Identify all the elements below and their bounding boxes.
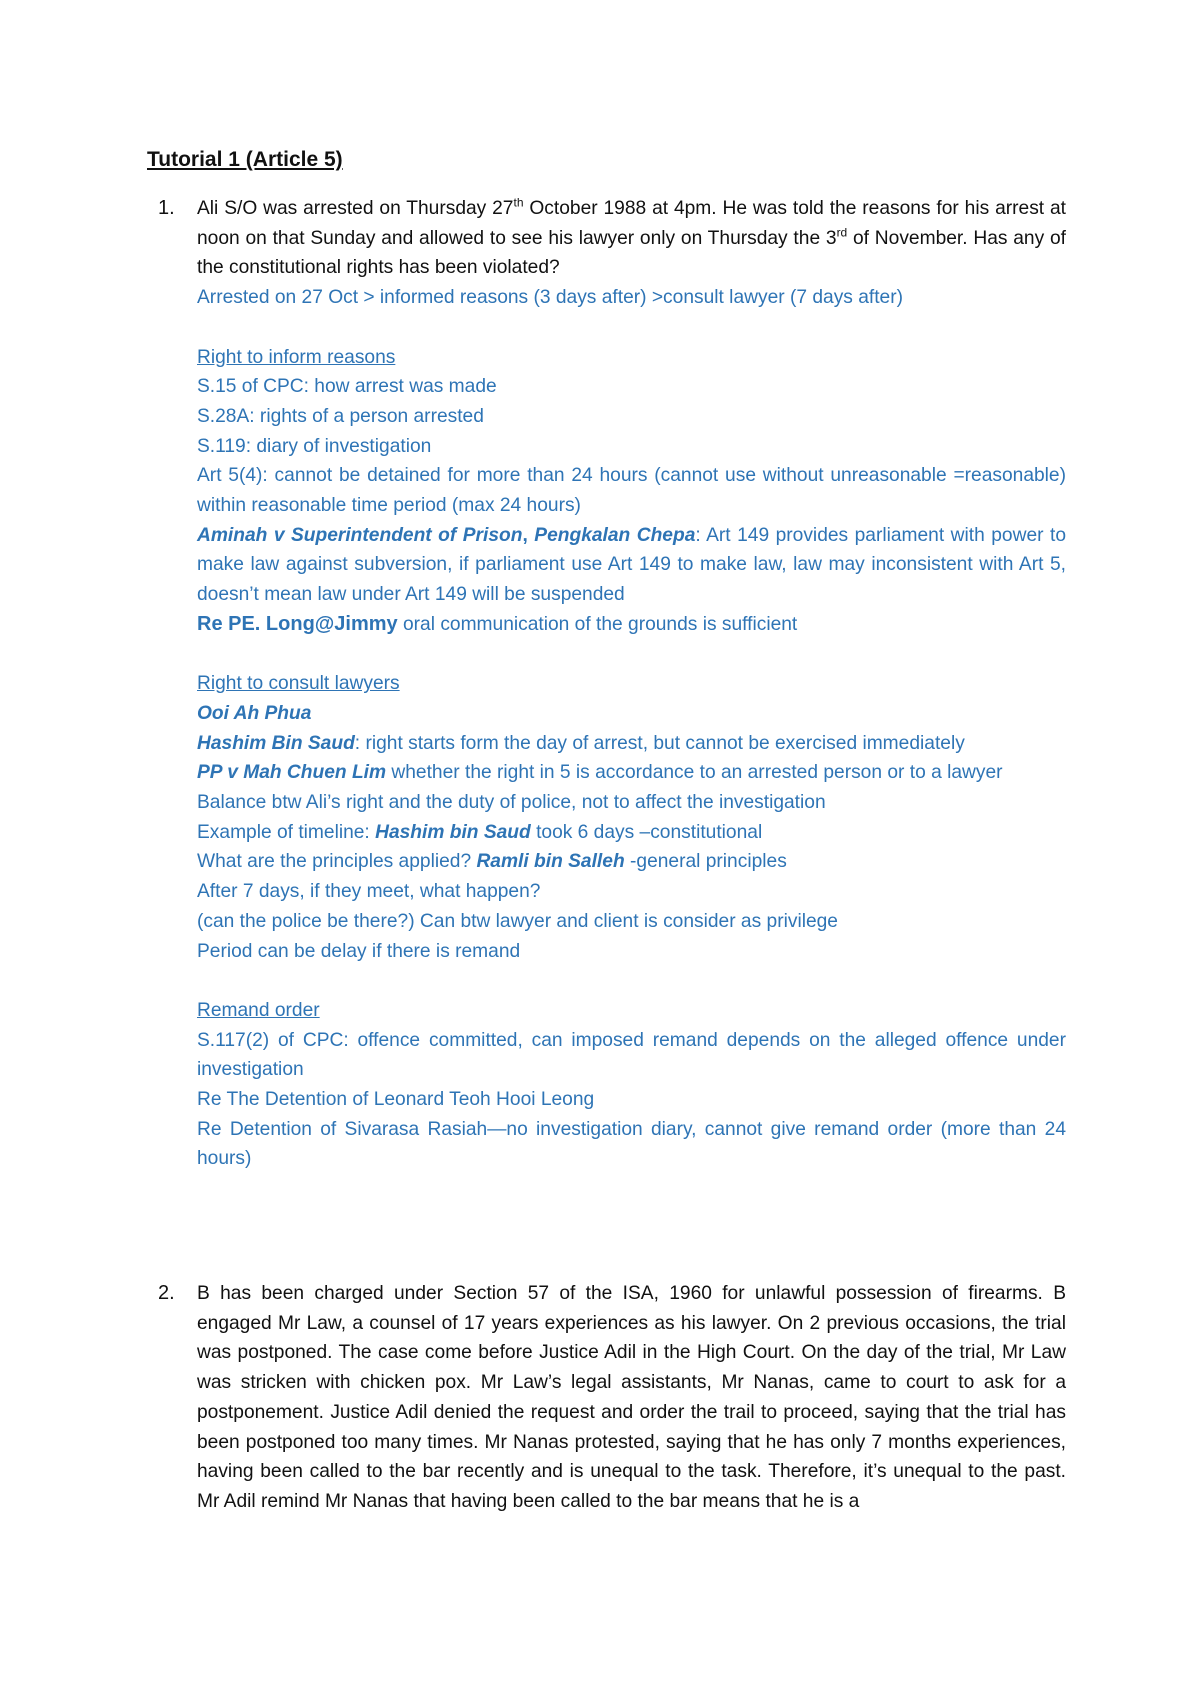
question-1-text: Ali S/O was arrested on Thursday 27th October 1988 at 4pm. He was told the reasons for his arrest at noon on that Sunday and allowed to see his lawyer only on Thursday the 3rd of November. Has any of the constitutional rights has been violated? bbox=[197, 195, 1066, 279]
case-name: Pengkalan Chepa bbox=[534, 524, 696, 546]
timeline-note: Arrested on 27 Oct > informed reasons (3 days after) >consult lawyer (7 days after) bbox=[197, 287, 903, 309]
answer-notes bbox=[197, 283, 1066, 1174]
note-line: S.119: diary of investigation bbox=[197, 435, 432, 457]
note-line: S.117(2) of CPC: offence committed, can imposed remand depends on the alleged offence under investigation bbox=[197, 1029, 1066, 1081]
case-name: PP v Mah Chuen Lim bbox=[197, 762, 387, 784]
case-note: What are the principles applied? Ramli bin Salleh -general principles bbox=[197, 851, 787, 873]
note-line: After 7 days, if they meet, what happen? bbox=[197, 881, 541, 903]
case-name: Hashim bin Saud bbox=[375, 821, 531, 843]
case-note: PP v Mah Chuen Lim whether the right in 5 is accordance to an arrested person or to a lawyer bbox=[197, 762, 1003, 784]
note-line: (can the police be there?) Can btw lawyer and client is consider as privilege bbox=[197, 910, 838, 932]
question-1 bbox=[160, 194, 1066, 1174]
case-note bbox=[197, 699, 1066, 729]
section-heading-remand: Remand order bbox=[197, 999, 320, 1021]
case-name: Aminah v Superintendent of Prison bbox=[197, 524, 523, 546]
question-number: 2. bbox=[158, 1282, 175, 1304]
note-line: Art 5(4): cannot be detained for more than 24 hours (cannot use without unreasonable =reasonable) within reasonable time period (max 24 hours) bbox=[197, 465, 1066, 517]
question-number: 1. bbox=[158, 197, 175, 219]
case-name: Hashim Bin Saud bbox=[197, 732, 355, 754]
case-note: Example of timeline: Hashim bin Saud took 6 days –constitutional bbox=[197, 821, 763, 843]
note-line: S.28A: rights of a person arrested bbox=[197, 405, 484, 427]
case-note: Hashim Bin Saud: right starts form the day of arrest, but cannot be exercised immediately bbox=[197, 732, 965, 754]
section-heading-inform: Right to inform reasons bbox=[197, 346, 396, 368]
section-heading-consult: Right to consult lawyers bbox=[197, 673, 400, 695]
note-line: Re The Detention of Leonard Teoh Hooi Leong bbox=[197, 1089, 595, 1111]
case-note: Re PE. Long@Jimmy oral communication of the grounds is sufficient bbox=[197, 612, 798, 635]
note-line: Re Detention of Sivarasa Rasiah—no investigation diary, cannot give remand order (more than 24 hours) bbox=[197, 1118, 1066, 1170]
note-line: S.15 of CPC: how arrest was made bbox=[197, 376, 497, 398]
document-title: Tutorial 1 (Article 5) bbox=[147, 148, 343, 171]
case-note: Aminah v Superintendent of Prison, Pengkalan Chepa: Art 149 provides parliament with power to make law against subversion, if parliament use Art 149 to make law, law may inconsistent with Art 5, doesn’t mean law under Art 149 will be suspended bbox=[197, 524, 1066, 606]
question-2 bbox=[160, 1279, 1066, 1517]
case-name: Ooi Ah Phua bbox=[197, 702, 312, 724]
case-name: Re PE. Long@Jimmy bbox=[197, 612, 398, 635]
note-line: Period can be delay if there is remand bbox=[197, 940, 521, 962]
case-name: Ramli bin Salleh bbox=[476, 851, 625, 873]
question-2-text: B has been charged under Section 57 of the ISA, 1960 for unlawful possession of firearms. B engaged Mr Law, a counsel of 17 years experiences as his lawyer. On 2 previous occasions, the trial was postponed. The case come before Justice Adil in the High Court. On the day of the trial, Mr Law was stricken with chicken pox. Mr Law’s legal assistants, Mr Nanas, came to court to ask for a postponement. Justice Adil denied the request and order the trail to proceed, saying that the trial has been postponed too many times. Mr Nanas protested, saying that he has only 7 months experiences, having been called to the bar recently and is unequal to the task. Therefore, it’s unequal to the past. Mr Adil remind Mr Nanas that having been called to the bar means that he is a bbox=[197, 1283, 1066, 1512]
note-line: Balance btw Ali’s right and the duty of police, not to affect the investigation bbox=[197, 792, 826, 814]
